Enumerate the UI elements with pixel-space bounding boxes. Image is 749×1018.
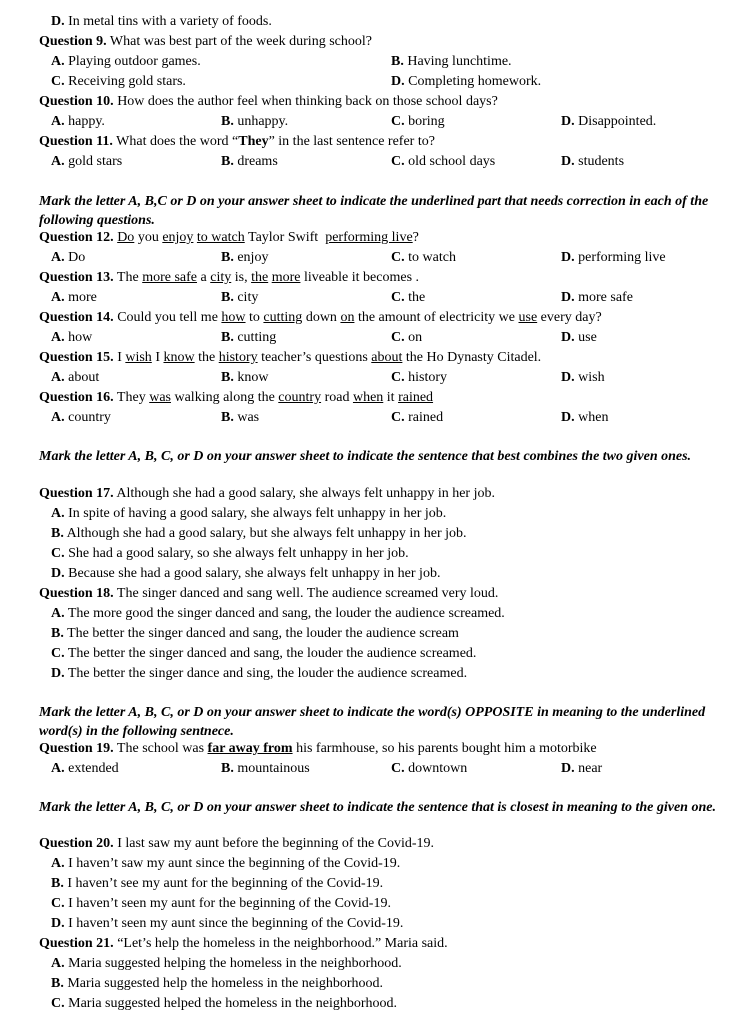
- text-span: How does the author feel when thinking back on those school days?: [113, 94, 498, 109]
- underlined-text: enjoy: [162, 230, 194, 245]
- text-span: the: [404, 290, 426, 305]
- text-span: students: [574, 154, 625, 169]
- option-a: [51, 248, 85, 268]
- bold-label: D.: [561, 154, 575, 169]
- question-16: [39, 388, 749, 408]
- option-c: [51, 544, 409, 564]
- bold-label: They: [238, 134, 269, 149]
- text-span: to watch: [404, 250, 456, 265]
- option-a: [51, 759, 119, 779]
- bold-label: D.: [51, 666, 65, 681]
- option-d: [51, 914, 403, 934]
- bold-label: Question 18.: [39, 586, 114, 601]
- option-line: [0, 894, 749, 914]
- text-span: I haven’t seen my aunt since the beginning of the Covid-19.: [64, 916, 404, 931]
- option-a: [51, 854, 400, 874]
- text-span: Although she had a good salary, but she always felt unhappy in her job.: [63, 526, 467, 541]
- option-line: [0, 604, 749, 624]
- bold-label: C.: [391, 370, 405, 385]
- bold-label: Question 12.: [39, 230, 114, 245]
- text-span: “Let’s help the homeless in the neighborhood.” Maria said.: [113, 936, 448, 951]
- underlined-text: to watch: [196, 230, 245, 245]
- text-span: The better the singer danced and sang, the louder the audience screamed.: [64, 646, 477, 661]
- option-b: [221, 368, 268, 388]
- bold-label: far away from: [207, 741, 293, 756]
- text-span: cutting: [233, 330, 277, 345]
- bold-label: A.: [51, 370, 65, 385]
- text-span: more: [64, 290, 97, 305]
- text-span: Because she had a good salary, she always felt unhappy in her job.: [64, 566, 441, 581]
- text-span: Receiving gold stars.: [64, 74, 186, 89]
- options-row: [0, 112, 749, 132]
- option-a: [51, 368, 99, 388]
- option-a: [51, 604, 505, 624]
- text-span: city: [233, 290, 259, 305]
- option-line: [0, 504, 749, 524]
- bold-label: Question 11.: [39, 134, 113, 149]
- bold-label: D.: [561, 250, 575, 265]
- bold-label: B.: [51, 876, 64, 891]
- option-d: [561, 408, 608, 428]
- underlined-text: use: [518, 310, 538, 325]
- bold-label: Question 14.: [39, 310, 114, 325]
- question-13: [39, 268, 749, 288]
- question-19: [39, 739, 749, 759]
- option-d: [391, 72, 541, 92]
- text-span: The more good the singer danced and sang, the louder the audience screamed.: [64, 606, 505, 621]
- text-span: dreams: [233, 154, 278, 169]
- bold-label: C.: [391, 290, 405, 305]
- underlined-text: the: [251, 270, 269, 285]
- option-c: [51, 72, 186, 92]
- text-span: The school was: [113, 741, 208, 756]
- bold-label: D.: [51, 14, 65, 29]
- text-span: Disappointed.: [574, 114, 657, 129]
- option-line: [0, 644, 749, 664]
- text-span: Taylor Swift: [244, 230, 326, 245]
- text-span: how: [64, 330, 93, 345]
- options-row: [0, 152, 749, 172]
- underlined-text: wish: [125, 350, 152, 365]
- options-row: [0, 248, 749, 268]
- option-c: [391, 368, 447, 388]
- bold-label: D.: [391, 74, 405, 89]
- option-d: [561, 759, 602, 779]
- option-b: [221, 152, 278, 172]
- section-instruction: Mark the letter A, B,C or D on your answer sheet to indicate the underlined part that needs correction in each of the following questions.: [39, 194, 709, 228]
- bold-label: B.: [221, 370, 234, 385]
- bold-label: D.: [561, 330, 575, 345]
- text-span: In spite of having a good salary, she always felt unhappy in her job.: [64, 506, 447, 521]
- text-span: down: [302, 310, 341, 325]
- bold-label: Question 21.: [39, 936, 114, 951]
- option-b: [221, 328, 276, 348]
- bold-label: C.: [391, 761, 405, 776]
- text-span: the Ho Dynasty Citadel.: [402, 350, 542, 365]
- text-span: Maria suggested helping the homeless in the neighborhood.: [64, 956, 402, 971]
- underlined-text: Do: [117, 230, 135, 245]
- section-instruction: Mark the letter A, B, C, or D on your answer sheet to indicate the sentence that is closest in meaning to the given one.: [39, 800, 716, 815]
- section-instruction: Mark the letter A, B, C, or D on your answer sheet to indicate the word(s) OPPOSITE in meaning to the underlined word(s) in the following sentnece.: [39, 705, 706, 739]
- bold-label: C.: [391, 114, 405, 129]
- text-span: is,: [231, 270, 252, 285]
- bold-label: A.: [51, 856, 65, 871]
- bold-label: A.: [51, 290, 65, 305]
- bold-label: B.: [51, 626, 64, 641]
- option-d: [561, 288, 633, 308]
- option-b: [221, 288, 258, 308]
- text-span: Playing outdoor games.: [64, 54, 201, 69]
- bold-label: Question 20.: [39, 836, 114, 851]
- option-a: [51, 288, 97, 308]
- underlined-text: when: [352, 390, 384, 405]
- bold-label: Question 16.: [39, 390, 114, 405]
- bold-label: A.: [51, 114, 65, 129]
- bold-label: B.: [221, 290, 234, 305]
- option-b: [51, 874, 383, 894]
- text-span: when: [574, 410, 609, 425]
- bold-label: C.: [391, 154, 405, 169]
- bold-label: C.: [391, 250, 405, 265]
- text-span: happy.: [64, 114, 105, 129]
- option-line: [0, 12, 749, 32]
- text-span: ” in the last sentence refer to?: [268, 134, 435, 149]
- option-c: [391, 759, 467, 779]
- section-instruction: Mark the letter A, B, C, or D on your answer sheet to indicate the sentence that best combines the two given ones.: [39, 449, 692, 464]
- bold-label: D.: [51, 916, 65, 931]
- text-span: more safe: [574, 290, 633, 305]
- question-20: [39, 834, 749, 854]
- text-span: Having lunchtime.: [403, 54, 512, 69]
- question-21: [39, 934, 749, 954]
- text-span: rained: [404, 410, 444, 425]
- question-18: [39, 584, 749, 604]
- bold-label: Question 13.: [39, 270, 114, 285]
- bold-label: D.: [561, 410, 575, 425]
- bold-label: D.: [561, 290, 575, 305]
- option-a: [51, 328, 92, 348]
- bold-label: B.: [221, 761, 234, 776]
- text-span: What was best part of the week during school?: [106, 34, 372, 49]
- bold-label: A.: [51, 154, 65, 169]
- option-b: [221, 112, 288, 132]
- bold-label: B.: [391, 54, 404, 69]
- bold-label: D.: [561, 114, 575, 129]
- bold-label: B.: [221, 154, 234, 169]
- option-b: [51, 974, 383, 994]
- option-b: [51, 524, 467, 544]
- option-line: [0, 664, 749, 684]
- option-line: [0, 564, 749, 584]
- option-b: [221, 408, 259, 428]
- underlined-text: performing live: [325, 230, 413, 245]
- text-span: use: [574, 330, 597, 345]
- text-span: his farmhouse, so his parents bought him a motorbike: [292, 741, 597, 756]
- bold-label: C.: [51, 646, 65, 661]
- option-d: [51, 564, 440, 584]
- option-d: [561, 152, 624, 172]
- underlined-text: cutting: [263, 310, 303, 325]
- bold-label: A.: [51, 606, 65, 621]
- underlined-text: country: [278, 390, 322, 405]
- option-b: [391, 52, 512, 72]
- option-d: [561, 328, 597, 348]
- text-span: to: [245, 310, 264, 325]
- bold-label: B.: [221, 410, 234, 425]
- text-span: I haven’t saw my aunt since the beginning of the Covid-19.: [64, 856, 401, 871]
- question-9: [39, 32, 749, 52]
- text-span: extended: [64, 761, 119, 776]
- options-row: [0, 72, 749, 92]
- text-span: unhappy.: [233, 114, 289, 129]
- text-span: the: [194, 350, 219, 365]
- options-row: [0, 759, 749, 779]
- text-span: Could you tell me: [113, 310, 222, 325]
- bold-label: D.: [561, 370, 575, 385]
- bold-label: A.: [51, 410, 65, 425]
- text-span: liveable it becomes .: [300, 270, 420, 285]
- text-span: performing live: [574, 250, 666, 265]
- option-a: [51, 408, 111, 428]
- text-span: I last saw my aunt before the beginning of the Covid-19.: [113, 836, 435, 851]
- question-11: [39, 132, 749, 152]
- option-line: [0, 994, 749, 1014]
- text-span: wish: [574, 370, 605, 385]
- option-a: [51, 954, 402, 974]
- option-b: [221, 248, 268, 268]
- text-span: The: [113, 270, 143, 285]
- options-row: [0, 328, 749, 348]
- text-span: mountainous: [233, 761, 310, 776]
- text-span: I haven’t seen my aunt for the beginning of the Covid-19.: [64, 896, 391, 911]
- question-15: [39, 348, 749, 368]
- text-span: enjoy: [233, 250, 269, 265]
- bold-label: A.: [51, 330, 65, 345]
- option-line: [0, 874, 749, 894]
- option-c: [391, 112, 445, 132]
- underlined-text: know: [163, 350, 195, 365]
- option-line: [0, 624, 749, 644]
- option-d: [561, 368, 605, 388]
- text-span: gold stars: [64, 154, 123, 169]
- bold-label: D.: [51, 566, 65, 581]
- option-d: [561, 112, 656, 132]
- option-a: [51, 504, 446, 524]
- text-span: on: [404, 330, 423, 345]
- bold-label: Question 10.: [39, 94, 114, 109]
- option-line: [0, 524, 749, 544]
- underlined-text: more: [271, 270, 301, 285]
- option-c: [391, 328, 422, 348]
- text-span: They: [113, 390, 150, 405]
- option-line: [0, 914, 749, 934]
- bold-label: C.: [391, 330, 405, 345]
- option-d: [51, 12, 272, 32]
- text-span: I: [113, 350, 126, 365]
- underlined-text: on: [340, 310, 355, 325]
- text-span: Maria suggested helped the homeless in the neighborhood.: [64, 996, 398, 1011]
- option-line: [0, 974, 749, 994]
- text-span: near: [574, 761, 603, 776]
- bold-label: A.: [51, 761, 65, 776]
- option-c: [391, 248, 456, 268]
- bold-label: C.: [51, 996, 65, 1011]
- option-line: [0, 854, 749, 874]
- option-d: [51, 664, 467, 684]
- bold-label: B.: [51, 976, 64, 991]
- text-span: I haven’t see my aunt for the beginning of the Covid-19.: [63, 876, 384, 891]
- option-b: [51, 624, 459, 644]
- bold-label: C.: [51, 546, 65, 561]
- options-row: [0, 408, 749, 428]
- text-span: it: [383, 390, 399, 405]
- question-17: [39, 484, 749, 504]
- text-span: Maria suggested help the homeless in the neighborhood.: [63, 976, 384, 991]
- option-a: [51, 112, 105, 132]
- bold-label: A.: [51, 250, 65, 265]
- option-b: [221, 759, 310, 779]
- bold-label: B.: [51, 526, 64, 541]
- bold-label: B.: [221, 250, 234, 265]
- text-span: country: [64, 410, 111, 425]
- text-span: downtown: [404, 761, 468, 776]
- text-span: The singer danced and sang well. The audience screamed very loud.: [113, 586, 499, 601]
- text-span: about: [64, 370, 100, 385]
- text-span: the amount of electricity we: [354, 310, 519, 325]
- text-span: road: [321, 390, 353, 405]
- text-span: I: [151, 350, 164, 365]
- text-span: She had a good salary, so she always felt unhappy in her job.: [64, 546, 409, 561]
- option-c: [51, 894, 391, 914]
- underlined-text: city: [210, 270, 232, 285]
- text-span: walking along the: [170, 390, 279, 405]
- text-span: What does the word “: [112, 134, 239, 149]
- text-span: In metal tins with a variety of foods.: [64, 14, 272, 29]
- bold-label: B.: [221, 114, 234, 129]
- question-12: [39, 228, 749, 248]
- bold-label: A.: [51, 956, 65, 971]
- text-span: Do: [64, 250, 86, 265]
- question-14: [39, 308, 749, 328]
- text-span: every day?: [537, 310, 602, 325]
- option-a: [51, 152, 122, 172]
- text-span: know: [233, 370, 269, 385]
- underlined-text: more safe: [142, 270, 198, 285]
- option-a: [51, 52, 201, 72]
- question-10: [39, 92, 749, 112]
- text-span: The better the singer danced and sang, the louder the audience scream: [63, 626, 459, 641]
- text-span: history: [404, 370, 448, 385]
- option-line: [0, 544, 749, 564]
- bold-label: A.: [51, 506, 65, 521]
- bold-label: C.: [391, 410, 405, 425]
- option-c: [391, 288, 425, 308]
- text-span: boring: [404, 114, 445, 129]
- bold-label: D.: [561, 761, 575, 776]
- text-span: Completing homework.: [404, 74, 542, 89]
- underlined-text: rained: [398, 390, 434, 405]
- option-c: [51, 644, 476, 664]
- text-span: Although she had a good salary, she always felt unhappy in her job.: [113, 486, 495, 501]
- text-span: teacher’s questions: [257, 350, 372, 365]
- bold-label: A.: [51, 54, 65, 69]
- bold-label: B.: [221, 330, 234, 345]
- text-span: ?: [412, 230, 419, 245]
- text-span: old school days: [404, 154, 496, 169]
- options-row: [0, 288, 749, 308]
- option-d: [561, 248, 666, 268]
- option-c: [391, 408, 443, 428]
- bold-label: Question 15.: [39, 350, 114, 365]
- text-span: The better the singer dance and sing, the louder the audience screamed.: [64, 666, 468, 681]
- underlined-text: about: [371, 350, 403, 365]
- text-span: a: [197, 270, 211, 285]
- text-span: was: [233, 410, 260, 425]
- options-row: [0, 368, 749, 388]
- option-line: [0, 954, 749, 974]
- option-c: [391, 152, 495, 172]
- bold-label: C.: [51, 74, 65, 89]
- bold-label: Question 9.: [39, 34, 107, 49]
- bold-label: Question 19.: [39, 741, 114, 756]
- bold-label: Question 17.: [39, 486, 114, 501]
- option-c: [51, 994, 397, 1014]
- underlined-text: history: [218, 350, 258, 365]
- bold-label: C.: [51, 896, 65, 911]
- text-span: you: [134, 230, 163, 245]
- underlined-text: how: [221, 310, 246, 325]
- options-row: [0, 52, 749, 72]
- underlined-text: was: [149, 390, 171, 405]
